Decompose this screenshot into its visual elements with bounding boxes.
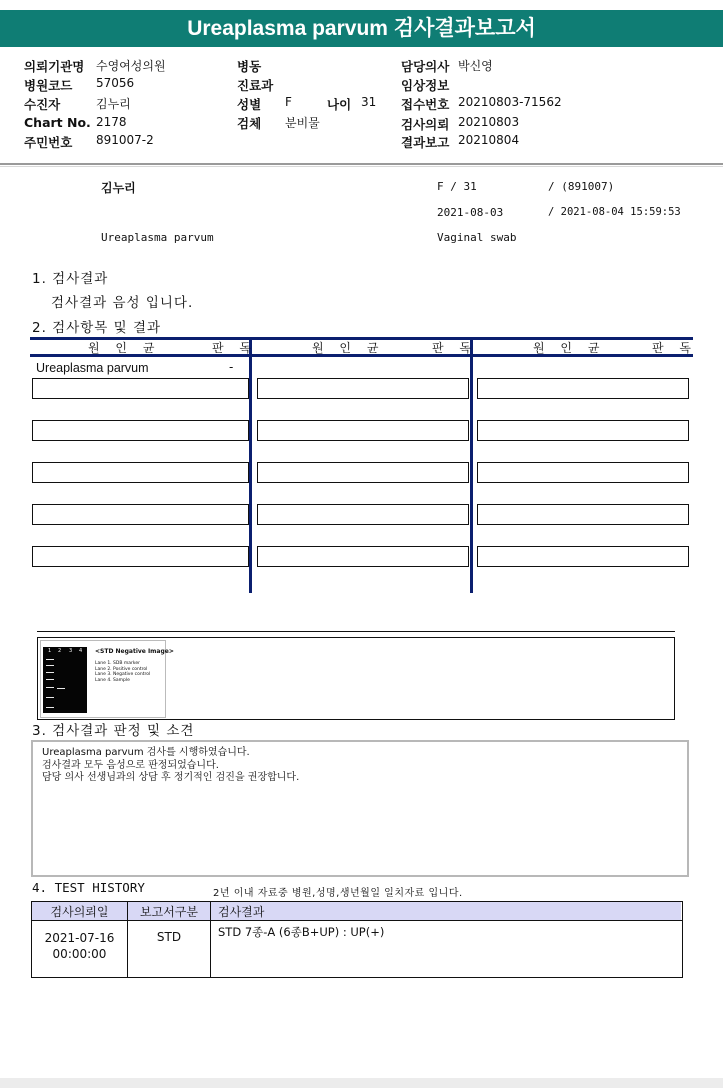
ward-label: 병동 bbox=[237, 59, 262, 74]
section2-title: 2. 검사항목 및 결과 bbox=[32, 320, 162, 336]
result-cell bbox=[32, 504, 249, 525]
section1-title: 1. 검사결과 bbox=[32, 271, 109, 287]
result-cell bbox=[32, 546, 249, 567]
specimen-label: 검체 bbox=[237, 116, 262, 131]
history-note: 2년 이내 자료중 병원,성명,생년월일 일치자료 입니다. bbox=[213, 888, 463, 899]
table-column-divider-2 bbox=[470, 337, 473, 593]
receipt-value: 20210803-71562 bbox=[458, 95, 562, 109]
gel-lane-number: 2 bbox=[58, 648, 62, 654]
result-cell bbox=[257, 546, 469, 567]
summary-specimen: Vaginal swab bbox=[437, 231, 517, 244]
age-value: 31 bbox=[361, 95, 377, 109]
request-label: 검사의뢰 bbox=[401, 117, 450, 132]
dept-label: 진료과 bbox=[237, 78, 274, 93]
first-item-name: Ureaplasma parvum bbox=[36, 361, 149, 375]
col-judgement-2: 판 독 bbox=[432, 341, 477, 355]
section3-title: 3. 검사결과 판정 및 소견 bbox=[32, 723, 195, 739]
result-cell bbox=[257, 462, 469, 483]
report-title: Ureaplasma parvum 검사결과보고서 bbox=[0, 10, 723, 47]
history-header-type: 보고서구분 bbox=[140, 905, 198, 919]
hospital-code-label: 병원코드 bbox=[24, 78, 73, 93]
col-judgement-3: 판 독 bbox=[652, 341, 697, 355]
result-cell bbox=[477, 546, 689, 567]
history-header-date: 검사의뢰일 bbox=[50, 905, 109, 919]
gel-band bbox=[46, 697, 54, 698]
summary-sex-age: F / 31 bbox=[437, 180, 477, 193]
chart-value: 2178 bbox=[96, 115, 127, 129]
gel-image bbox=[43, 647, 87, 713]
history-type: STD bbox=[156, 930, 182, 944]
report-value: 20210804 bbox=[458, 133, 520, 147]
gel-band bbox=[46, 687, 54, 688]
history-time: 00:00:00 bbox=[52, 947, 107, 961]
summary-test-name: Ureaplasma parvum bbox=[101, 231, 214, 244]
history-date: 2021-07-16 bbox=[44, 931, 115, 945]
age-label: 나이 bbox=[327, 97, 352, 112]
result-cell bbox=[257, 420, 469, 441]
section4-title: 4. TEST HISTORY bbox=[32, 880, 145, 895]
institution-value: 수영여성의원 bbox=[96, 59, 166, 73]
header-divider bbox=[0, 163, 723, 165]
receipt-label: 접수번호 bbox=[401, 97, 450, 112]
patient-value: 김누리 bbox=[96, 97, 131, 111]
gel-band bbox=[46, 707, 54, 708]
history-date-cell bbox=[32, 930, 127, 962]
patient-label: 수진자 bbox=[24, 97, 61, 112]
gel-panel-top-rule bbox=[37, 631, 675, 632]
col-pathogen-2: 원 인 균 bbox=[312, 341, 385, 355]
history-header-rule bbox=[31, 920, 682, 921]
clinical-label: 임상정보 bbox=[401, 78, 450, 93]
institution-label: 의뢰기관명 bbox=[24, 59, 85, 74]
resident-value: 891007-2 bbox=[96, 133, 154, 147]
gel-band bbox=[46, 665, 54, 666]
gel-legend-item: Lane 1. SDB marker bbox=[95, 661, 140, 666]
specimen-value: 분비물 bbox=[285, 116, 320, 130]
result-cell bbox=[477, 504, 689, 525]
result-cell bbox=[477, 462, 689, 483]
history-header-result: 검사결과 bbox=[218, 905, 265, 919]
result-cell bbox=[477, 420, 689, 441]
resident-label: 주민번호 bbox=[24, 135, 73, 150]
result-cell bbox=[257, 504, 469, 525]
summary-report-datetime: / 2021-08-04 15:59:53 bbox=[548, 206, 681, 218]
request-value: 20210803 bbox=[458, 115, 520, 129]
result-cell bbox=[32, 462, 249, 483]
sex-value: F bbox=[285, 95, 292, 109]
first-item-value: - bbox=[229, 360, 234, 374]
col-pathogen-1: 원 인 균 bbox=[88, 341, 161, 355]
gel-title: <STD Negative Image> bbox=[95, 648, 174, 655]
history-result: STD 7종-A (6종B+UP) : UP(+) bbox=[218, 925, 385, 939]
gel-band bbox=[57, 688, 65, 689]
history-col-divider bbox=[210, 901, 211, 977]
gel-legend bbox=[95, 661, 150, 683]
hospital-code-value: 57056 bbox=[96, 76, 135, 90]
summary-name: 김누리 bbox=[101, 181, 136, 195]
col-pathogen-3: 원 인 균 bbox=[533, 341, 606, 355]
col-judgement-1: 판 독 bbox=[212, 341, 257, 355]
report-label: 결과보고 bbox=[401, 135, 450, 150]
gel-legend-item: Lane 4. Sample bbox=[95, 677, 130, 683]
result-cell bbox=[32, 378, 249, 399]
gel-band bbox=[46, 672, 54, 673]
result-cell bbox=[32, 420, 249, 441]
header-divider-light bbox=[0, 166, 723, 167]
summary-request-date: 2021-08-03 bbox=[437, 206, 504, 219]
findings-line: 검사결과 모두 음성으로 판정되었습니다. bbox=[42, 759, 219, 771]
gel-lane-number: 1 bbox=[48, 648, 52, 654]
gel-band bbox=[46, 679, 54, 680]
doctor-label: 담당의사 bbox=[401, 59, 450, 74]
findings-text bbox=[42, 747, 299, 785]
findings-line: Ureaplasma parvum 검사를 시행하였습니다. bbox=[42, 747, 250, 758]
gel-band bbox=[46, 659, 54, 660]
doctor-value: 박신영 bbox=[458, 59, 493, 73]
result-cell bbox=[477, 378, 689, 399]
table-column-divider-1 bbox=[249, 337, 252, 593]
chart-label: Chart No. bbox=[24, 115, 91, 130]
gel-legend-item: Lane 2. Positive control bbox=[95, 666, 148, 672]
result-cell bbox=[257, 378, 469, 399]
section1-result: 검사결과 음성 입니다. bbox=[51, 295, 194, 311]
gel-lane-number: 4 bbox=[79, 648, 83, 654]
summary-birth: / (891007) bbox=[548, 180, 615, 193]
gel-legend-item: Lane 3. Negative control bbox=[95, 672, 151, 677]
page-bottom-strip bbox=[0, 1078, 723, 1088]
sex-label: 성별 bbox=[237, 97, 262, 112]
gel-lane-number: 3 bbox=[69, 648, 73, 654]
findings-line: 담당 의사 선생님과의 상담 후 정기적인 검진을 권장합니다. bbox=[42, 772, 300, 783]
